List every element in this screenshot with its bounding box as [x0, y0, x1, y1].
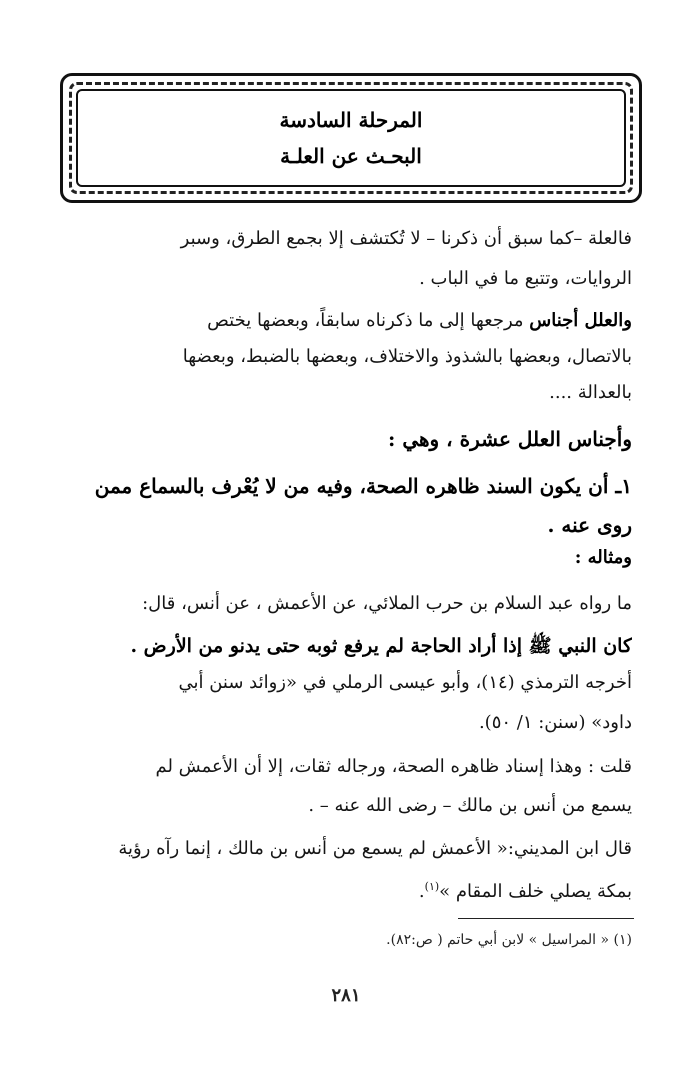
quote-line-2-text: بمكة يصلي خلف المقام » — [439, 881, 632, 902]
emphasis-term: والعلل أجناس — [529, 310, 632, 331]
section-subtitle: البحـث عن العلـة — [280, 144, 422, 168]
paragraph-2-line-3: بالعدالة .... — [549, 382, 632, 403]
hadith-text: كان النبي ﷺ إذا أراد الحاجة لم يرفع ثوبه حتى يدنو من الأرض . — [130, 635, 632, 657]
quote-line-1: قال ابن المديني:« الأعمش لم يسمع من أنس بن مالك ، إنما رآه رؤية — [118, 838, 632, 859]
takhrij-line-1: أخرجه الترمذي (١٤)، وأبو عيسى الرملي في «زوائد سنن أبي — [178, 672, 632, 693]
comment-line-1: قلت : وهذا إسناد ظاهره الصحة، ورجاله ثقات، إلا أن الأعمش لم — [155, 756, 632, 777]
paragraph-2-line-2: بالاتصال، وبعضها بالشذوذ والاختلاف، وبعضها بالضبط، وبعضها — [182, 346, 632, 367]
paragraph-2-line-1 — [66, 306, 654, 336]
footnote-divider — [458, 918, 634, 919]
list-item-1-line-2: روى عنه . — [547, 513, 632, 537]
example-label: ومثاله : — [574, 547, 632, 568]
list-item-1-line-1: ١ـ أن يكون السند ظاهره الصحة، وفيه من لا يُعْرف بالسماع ممن — [94, 474, 632, 498]
quote-line-2-end: . — [418, 881, 425, 902]
page-number: ٢٨١ — [331, 985, 361, 1006]
heading-frame — [60, 73, 642, 203]
comment-line-2: يسمع من أنس بن مالك – رضى الله عنه – . — [308, 795, 632, 816]
footnote-reference: (١) — [424, 880, 440, 893]
section-title: المرحلة السادسة — [279, 108, 423, 132]
narration-chain: ما رواه عبد السلام بن حرب الملائي، عن الأعمش ، عن أنس، قال: — [142, 593, 632, 614]
list-intro: وأجناس العلل عشرة ، وهي : — [387, 427, 632, 451]
paragraph-2-line-1-text: مرجعها إلى ما ذكرناه سابقاً، وبعضها يختص — [207, 310, 530, 331]
takhrij-line-2: داود» (سنن: ١/ ٥٠). — [478, 712, 632, 733]
paragraph-1-line-2: الروايات، وتتبع ما في الباب . — [419, 268, 632, 289]
footnote: (١) « المراسيل » لابن أبي حاتم ( ص:٨٢). — [386, 932, 632, 948]
quote-line-2 — [66, 872, 632, 907]
paragraph-1-line-1: فالعلة –كما سبق أن ذكرنا – لا تُكتشف إلا بجمع الطرق، وسبر — [180, 228, 632, 249]
heading-box — [76, 89, 626, 187]
